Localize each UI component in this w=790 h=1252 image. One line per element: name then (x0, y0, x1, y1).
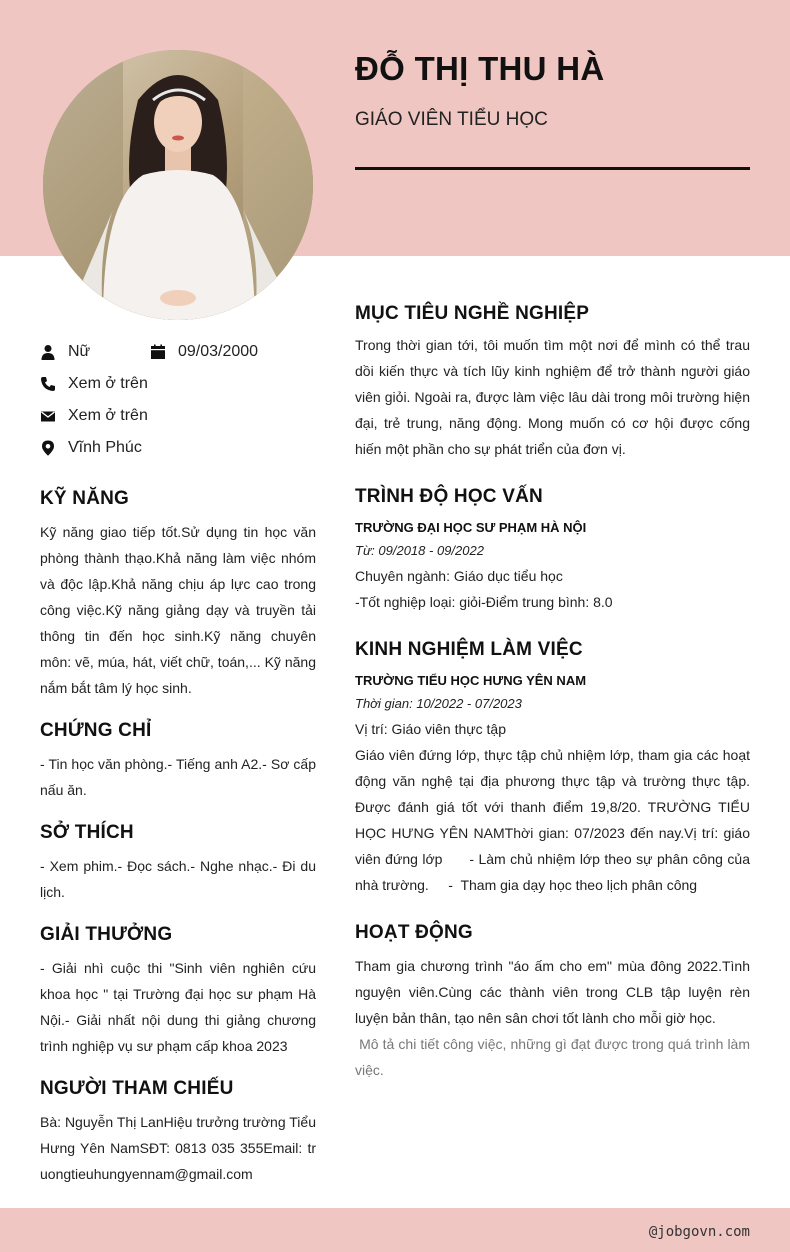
mail-icon (40, 408, 56, 424)
objective-heading: MỤC TIÊU NGHỀ NGHIỆP (355, 303, 590, 324)
experience-heading: KINH NGHIỆM LÀM VIỆC (355, 639, 583, 660)
experience-company: TRƯỜNG TIỂU HỌC HƯNG YÊN NAM (355, 673, 587, 688)
profile-photo (43, 50, 313, 320)
activities-heading: HOẠT ĐỘNG (355, 922, 473, 943)
certificates-text: - Tin học văn phòng.- Tiếng anh A2.- Sơ cấp nấu ăn. (40, 756, 316, 798)
phone-icon (40, 376, 56, 392)
hobbies-heading: SỞ THÍCH (40, 822, 134, 843)
calendar-icon (150, 344, 166, 360)
activities-text: Tham gia chương trình "áo ấm cho em" mùa đông 2022.Tình nguyện viên.Cùng các thành viên trong CLB tập luyện rèn luyện bản thân, tạo nên sân chơi tốt lành cho mỗi giờ học. (355, 958, 750, 1026)
education-major: Chuyên ngành: Giáo dục tiểu học (355, 568, 563, 584)
education-heading: TRÌNH ĐỘ HỌC VẤN (355, 486, 543, 507)
skills-text: Kỹ năng giao tiếp tốt.Sử dụng tin học văn phòng thành thạo.Khả năng làm việc nhóm và độc lập.Khả năng chịu áp lực cao trong công việc.Kỹ năng giảng dạy và truyền tải thông tin đến học sinh.Kỹ năng chuyên môn: vẽ, múa, hát, viết chữ, toán,... Kỹ năng nắm bắt tâm lý học sinh. (40, 524, 316, 696)
gender-value: Nữ (68, 343, 91, 360)
address-value: Vĩnh Phúc (68, 439, 142, 456)
phone-value: Xem ở trên (68, 375, 148, 392)
footer-watermark: @jobgovn.com (648, 1224, 750, 1240)
info-gender (40, 343, 90, 361)
certificates-heading: CHỨNG CHỈ (40, 720, 152, 741)
person-icon (40, 344, 56, 360)
candidate-name: ĐỖ THỊ THU HÀ (355, 50, 605, 87)
info-phone (40, 375, 148, 393)
location-pin-icon (40, 440, 56, 456)
email-value: Xem ở trên (68, 407, 148, 424)
activities-placeholder: Mô tả chi tiết công việc, những gì đạt được trong quá trình làm việc. (355, 1036, 754, 1078)
title-divider (355, 167, 750, 170)
references-heading: NGƯỜI THAM CHIẾU (40, 1078, 234, 1099)
dob-value: 09/03/2000 (178, 343, 259, 360)
hobbies-text: - Xem phim.- Đọc sách.- Nghe nhạc.- Đi du lịch. (40, 858, 316, 900)
info-email (40, 407, 148, 425)
objective-text: Trong thời gian tới, tôi muốn tìm một nơi để mình có thể trau dồi kiến thực và tích lũy kinh nghiệm để trở thành người giáo viên giỏi. Ngoài ra, được làm việc lâu dài trong môi trường hiện đại, trẻ trung, năng động. Mong muốn có cơ hội được cống hiến một phần cho sự phát triển của đơn vị. (355, 337, 750, 457)
education-grade: -Tốt nghiệp loại: giỏi-Điểm trung bình: 8.0 (355, 594, 613, 610)
experience-position: Vị trí: Giáo viên thực tập (355, 721, 506, 737)
awards-heading: GIẢI THƯỞNG (40, 924, 173, 945)
education-period: Từ: 09/2018 - 09/2022 (355, 543, 484, 558)
references-text: Bà: Nguyễn Thị LanHiệu trưởng trường Tiểu Hưng Yên NamSĐT: 0813 035 355Email: truongtieuhungyennam@gmail.com (40, 1114, 316, 1182)
info-address (40, 439, 142, 457)
experience-text: Giáo viên đứng lớp, thực tập chủ nhiệm lớp, tham gia các hoạt động văn nghệ tại địa phương thực tập và trường thực tập. Được đánh giá tốt với thanh điểm 19,8/20. TRƯỜNG TIỂU HỌC HƯNG YÊN NAMThời gian: 07/2023 đến nay.Vị trí: giáo viên đứng lớp - Làm chủ nhiệm lớp theo sự phân công của nhà trường. - Tham gia dạy học theo lịch phân công (355, 747, 754, 893)
experience-period: Thời gian: 10/2022 - 07/2023 (355, 696, 522, 711)
awards-text: - Giải nhì cuộc thi "Sinh viên nghiên cứu khoa học " tại Trường đại học sư phạm Hà Nội.- Giải nhất nội dung thi giảng chương trình nghiệp vụ sư phạm cấp khoa 2023 (40, 960, 316, 1054)
info-dob (150, 343, 258, 361)
skills-heading: KỸ NĂNG (40, 488, 130, 509)
job-title: GIÁO VIÊN TIỂU HỌC (355, 109, 548, 130)
education-school: TRƯỜNG ĐẠI HỌC SƯ PHẠM HÀ NỘI (355, 520, 587, 535)
